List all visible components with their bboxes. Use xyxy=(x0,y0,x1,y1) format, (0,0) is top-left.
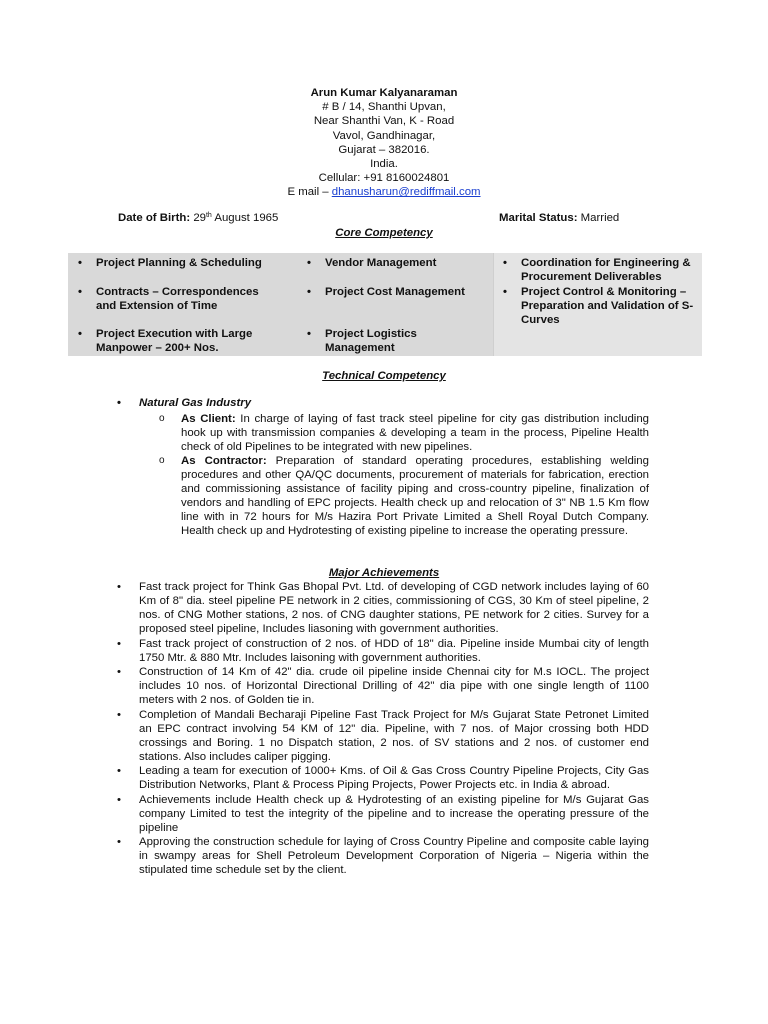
address-line: Near Shanthi Van, K - Road xyxy=(313,115,455,128)
list-item: • Approving the construction schedule for laying of Cross Country Pipeline and composite cable laying in swampy areas for Shell Petroleum Development Corporation of Nigeria – Nigeria within the stipulated time schedule set by the client. xyxy=(139,835,649,877)
competency-item: • Project Execution with Large Manpower – 200+ Nos. xyxy=(68,327,281,355)
list-item: • Construction of 14 Km of 42" dia. crude oil pipeline inside Chennai city for M.s IOCL. The project includes 10 nos. of Horizontal Directional Drilling of 42" dia pipe with one single length of 1100 meters with 2 nos. of Golden tie in. xyxy=(139,665,649,707)
date-of-birth xyxy=(118,211,278,225)
competency-item: • Project Planning & Scheduling xyxy=(68,256,296,270)
competency-item: • Project Control & Monitoring – Preparation and Validation of S-Curves xyxy=(493,285,699,327)
address-line: Vavol, Gandhinagar, xyxy=(332,129,436,142)
list-item: • Completion of Mandali Becharaji Pipeline Fast Track Project for M/s Gujarat State Petronet Limited an EPC contract involving 54 KM of 12" dia. Pipeline, with 7 nos. of Major crossing both HDD crossings and Boring. 1 no Dispatch station, 2 nos. of SV stations and 2 nos. of customer end stations. Also includes caliper pigging. xyxy=(139,708,649,764)
email-line xyxy=(0,185,768,199)
client-label: As Client: xyxy=(181,413,236,425)
technical-competency-title: Technical Competency xyxy=(322,370,446,382)
list-item: • Achievements include Health check up & Hydrotesting of an existing pipeline for M/s Gujarat Gas company Limited to test the integrity of the pipeline and to increase the operating pressure of the pipeline xyxy=(139,793,649,835)
competency-item: • Contracts – Correspondences and Extension of Time xyxy=(68,285,281,313)
client-text: In charge of laying of fast track steel pipeline for city gas distribution including hook up with transmission companies & developing a team in the process, Pipeline Health check of old Pipelines to be integrated with new pipelines. xyxy=(181,413,649,453)
address-line: # B / 14, Shanthi Upvan, xyxy=(322,101,446,114)
competency-item: • Vendor Management xyxy=(297,256,505,270)
marital-value: Married xyxy=(580,212,620,224)
competency-item: • Coordination for Engineering & Procurement Deliverables xyxy=(493,256,699,284)
dob-day: 29 xyxy=(193,212,206,224)
contractor-label: As Contractor: xyxy=(181,455,267,467)
email-label: E mail – xyxy=(287,186,332,199)
candidate-name: Arun Kumar Kalyanaraman xyxy=(310,87,458,99)
client-role xyxy=(181,412,649,454)
major-achievements-title: Major Achievements xyxy=(328,567,440,579)
contractor-text: Preparation of standard operating procedures, establishing welding procedures and other QA/QC documents, procurement of materials for fabrication, erection and commissioning assistance of facility piping and cross-country pipeline, finalization of vendors and handling of EPC projects. Health check up and relocation of 3" NB 1.5 Km flow line with in 72 hours for M/s Hazira Port Private Limited a Shell Royal Dutch Company. Health check up and Hydrotesting of existing pipeline to increase the operating pressure. xyxy=(181,455,649,537)
marital-status xyxy=(499,211,619,225)
achievements-list xyxy=(139,580,649,878)
dob-rest: August 1965 xyxy=(214,212,279,224)
list-item: • Fast track project of construction of 2 nos. of HDD of 18" dia. Pipeline inside Mumbai city of length 1750 Mtr. & 880 Mtr. Includes laisoning with government authorities. xyxy=(139,637,649,665)
competency-item: • Project Cost Management xyxy=(297,285,505,299)
list-item: • Leading a team for execution of 1000+ Kms. of Oil & Gas Cross Country Pipeline Projects, City Gas Distribution Networks, Plant & Process Piping Projects, Power Projects etc. in India & abroad. xyxy=(139,764,649,792)
email-link[interactable]: dhanusharun@rediffmail.com xyxy=(331,186,481,199)
dob-label: Date of Birth: xyxy=(118,212,191,224)
address-line: India. xyxy=(370,157,398,170)
core-competency-title: Core Competency xyxy=(335,227,433,239)
list-item: • Fast track project for Think Gas Bhopal Pvt. Ltd. of developing of CGD network includes laying of 60 Km of 8" dia. steel pipeline PE network in 2 cities, commissioning of CGS, 30 Km of steel pipeline, 2 nos. of CNG Mother stations, 2 nos. of CNG daughter stations, PE network for 2 cities. Survey for a proposed steel pipeline, Includes liasoning with government authorities. xyxy=(139,580,649,636)
contact-header xyxy=(0,86,768,200)
address-line: Gujarat – 382016. xyxy=(338,143,430,156)
contractor-role xyxy=(181,454,649,538)
industry-heading: • Natural Gas Industry xyxy=(139,396,251,410)
competency-item: • Project Logistics Management xyxy=(297,327,445,355)
marital-label: Marital Status: xyxy=(499,212,578,224)
dob-suffix: th xyxy=(205,212,212,219)
phone-line: Cellular: +91 8160024801 xyxy=(318,172,450,185)
core-competency-table xyxy=(68,253,701,356)
